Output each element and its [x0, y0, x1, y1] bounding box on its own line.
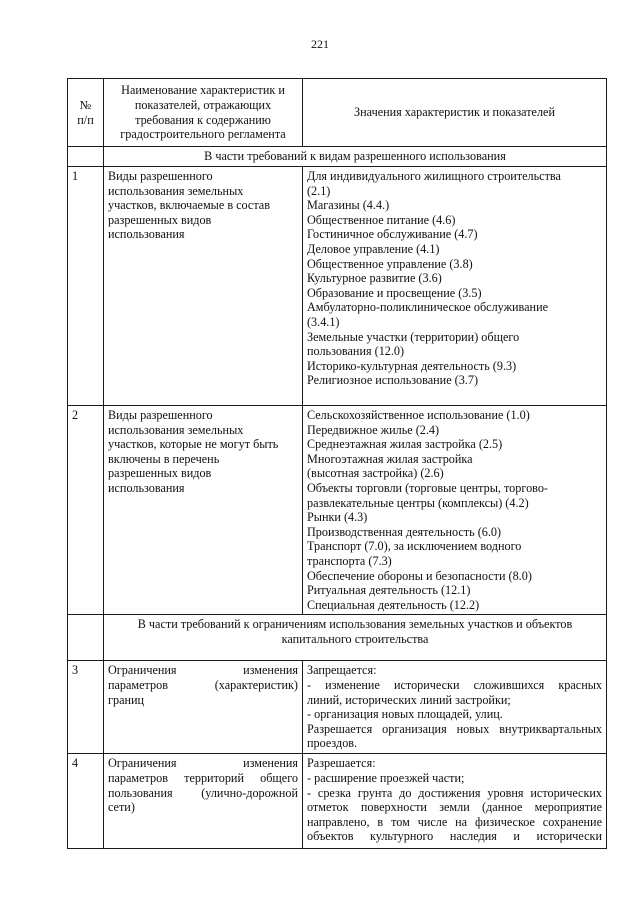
- header-number-symbol: №: [79, 97, 92, 112]
- section-title-line: капитального строительства: [281, 631, 429, 646]
- value-line: Историко-культурная деятельность (9.3): [307, 358, 517, 373]
- table-row: [68, 661, 607, 754]
- value-line: Передвижное жилье (2.4): [307, 422, 440, 437]
- regulation-table: [67, 78, 607, 849]
- section-row: [68, 147, 607, 167]
- header-name-line: требования к содержанию: [135, 112, 271, 127]
- value-line: Общественное управление (3.8): [307, 256, 473, 271]
- value-line: Для индивидуального жилищного строительства: [307, 169, 561, 183]
- header-values-label: Значения характеристик и показателей: [354, 105, 555, 120]
- value-line: - расширение проезжей части;: [307, 770, 465, 785]
- value-line: Обеспечение обороны и безопасности (8.0): [307, 568, 532, 583]
- row-name-line: использования земельных: [108, 183, 244, 198]
- row-number-text: 3: [72, 663, 79, 678]
- row-values: [303, 167, 607, 406]
- value-line: транспорта (7.3): [307, 553, 392, 568]
- table-row: [68, 406, 607, 615]
- table-header-row: [68, 79, 607, 147]
- section-title-line: В части требований к ограничениям использования земельных участков и объектов: [137, 617, 573, 632]
- row-name-line: использования: [108, 227, 185, 242]
- value-line: развлекательные центры (комплексы) (4.2): [307, 495, 529, 510]
- header-values: [303, 79, 607, 147]
- value-line: Общественное питание (4.6): [307, 212, 456, 227]
- row-name-line: Ограничения изменения: [108, 756, 298, 771]
- value-line: Запрещается:: [307, 663, 377, 678]
- row-name: [104, 406, 303, 615]
- page-number: 221: [311, 37, 329, 51]
- row-values: [303, 754, 607, 849]
- table-row: [68, 754, 607, 849]
- value-line: Разрешается организация новых внутриквартальных: [307, 721, 602, 736]
- row-values: [303, 406, 607, 615]
- row-name-line: Ограничения изменения: [108, 663, 298, 678]
- row-name-line: параметров (характеристик): [108, 677, 298, 692]
- value-line: (2.1): [307, 183, 331, 198]
- value-line: Гостиничное обслуживание (4.7): [307, 227, 478, 242]
- row-number: [68, 754, 104, 849]
- value-line: Религиозное использование (3.7): [307, 373, 478, 388]
- table-row: [68, 167, 607, 406]
- value-line: Производственная деятельность (6.0): [307, 524, 502, 539]
- value-line: Специальная деятельность (12.2): [307, 597, 480, 612]
- row-name-line: участков, которые не могут быть: [108, 437, 279, 452]
- value-line: линий, исторических линий застройки;: [307, 692, 511, 707]
- value-line: Деловое управление (4.1): [307, 241, 440, 256]
- section-title: [104, 147, 607, 167]
- row-name: [104, 661, 303, 754]
- row-name: [104, 754, 303, 849]
- row-values: [303, 661, 607, 754]
- row-name-line: пользования (улично-дорожной: [108, 785, 298, 800]
- row-name-line: параметров территорий общего: [108, 770, 298, 785]
- value-line: Земельные участки (территории) общего: [307, 329, 520, 344]
- value-line: Культурное развитие (3.6): [307, 271, 442, 286]
- value-line: отметок поверхности земли (данное мероприятие: [307, 800, 602, 815]
- header-number: [68, 79, 104, 147]
- value-line: Среднеэтажная жилая застройка (2.5): [307, 437, 503, 452]
- row-name-line: использования земельных: [108, 422, 244, 437]
- value-line: (3.4.1): [307, 314, 340, 329]
- row-number: [68, 406, 104, 615]
- value-line: Магазины (4.4.): [307, 198, 390, 213]
- section-empty-cell: [68, 147, 104, 167]
- value-line: - срезка грунта до достижения уровня исторических: [307, 785, 602, 800]
- value-line: Разрешается:: [307, 756, 376, 771]
- section-empty-cell: [68, 615, 104, 661]
- value-line: Амбулаторно-поликлиническое обслуживание: [307, 300, 549, 315]
- row-number-text: 4: [72, 756, 79, 771]
- value-line: направлено, в том числе на физическое сохранение: [307, 814, 602, 829]
- row-name-line: разрешенных видов: [108, 466, 212, 481]
- section-title-text: В части требований к видам разрешенного использования: [204, 149, 506, 163]
- section-title: [104, 615, 607, 661]
- row-number-text: 2: [72, 408, 79, 422]
- value-line: проездов.: [307, 736, 358, 751]
- value-line: Транспорт (7.0), за исключением водного: [307, 539, 522, 554]
- header-number-label: п/п: [77, 112, 94, 127]
- row-name-line: Виды разрешенного: [108, 408, 213, 422]
- row-number-text: 1: [72, 169, 79, 183]
- row-name-line: сети): [108, 800, 135, 815]
- row-number: [68, 661, 104, 754]
- row-name-line: разрешенных видов: [108, 212, 212, 227]
- section-row: [68, 615, 607, 661]
- header-name: [104, 79, 303, 147]
- value-line: Многоэтажная жилая застройка: [307, 451, 473, 466]
- row-number: [68, 167, 104, 406]
- row-name-line: Виды разрешенного: [108, 169, 213, 183]
- value-line: Рынки (4.3): [307, 510, 368, 525]
- value-line: Образование и просвещение (3.5): [307, 285, 482, 300]
- value-line: пользования (12.0): [307, 344, 405, 359]
- value-line: Объекты торговли (торговые центры, торгово-: [307, 480, 548, 495]
- header-name-line: Наименование характеристик и: [121, 83, 285, 98]
- row-name-line: границ: [108, 692, 145, 707]
- row-name-line: использования: [108, 480, 185, 495]
- value-line: (высотная застройка) (2.6): [307, 466, 444, 481]
- header-name-line: градостроительного регламента: [120, 127, 286, 142]
- value-line: Сельскохозяйственное использование (1.0): [307, 408, 530, 422]
- value-line: - организация новых площадей, улиц.: [307, 707, 503, 722]
- header-name-line: показателей, отражающих: [134, 97, 272, 112]
- row-name-line: включены в перечень: [108, 451, 220, 466]
- value-line: Ритуальная деятельность (12.1): [307, 583, 471, 598]
- row-name-line: участков, включаемые в состав: [108, 198, 270, 213]
- value-line: - изменение исторически сложившихся красных: [307, 677, 602, 692]
- row-name: [104, 167, 303, 406]
- value-line: объектов культурного наследия и исторически: [307, 829, 602, 844]
